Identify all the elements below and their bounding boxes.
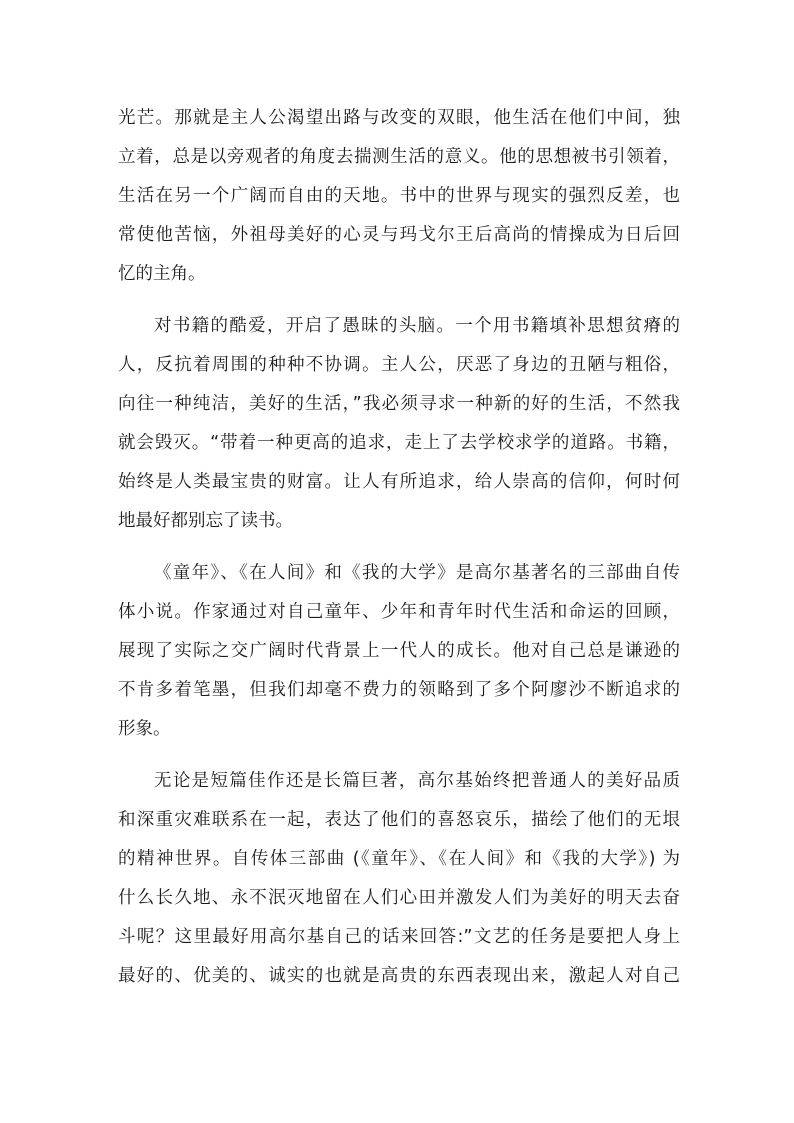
text-line: 生活在另一个广阔而自由的天地。书中的世界与现实的强烈反差，也 [118,186,680,206]
text-line: 不肯多着笔墨，但我们却毫不费力的领略到了多个阿廖沙不断追求的 [118,680,680,700]
text-line: 始终是人类最宝贵的财富。让人有所追求，给人崇高的信仰，何时何 [118,472,680,492]
text-line: 立着，总是以旁观者的角度去揣测生活的意义。他的思想被书引领着， [118,147,680,167]
paragraph [118,307,680,541]
text-line: 的精神世界。自传体三部曲 (《童年》、《在人间》和《我的大学》) 为 [118,849,680,869]
text-line: 地最好都别忘了读书。 [118,511,293,531]
text-line: 形象。 [118,719,171,739]
text-line: 什么长久地、永不泯灭地留在人们心田并激发人们为美好的明天去奋 [118,888,680,908]
paragraph [118,554,680,749]
text-line: 无论是短篇佳作还是长篇巨著，高尔基始终把普通人的美好品质 [154,771,680,791]
text-line: 忆的主角。 [118,264,206,284]
text-line: 《童年》、《在人间》和《我的大学》是高尔基著名的三部曲自传 [154,563,680,583]
text-line: 体小说。作家通过对自己童年、少年和青年时代生活和命运的回顾， [118,602,680,622]
text-line: 向往一种纯洁，美好的生活，”我必须寻求一种新的好的生活，不然我 [118,394,680,414]
text-line: 和深重灾难联系在一起，表达了他们的喜怒哀乐，描绘了他们的无垠 [118,810,680,830]
body-text [118,99,680,1009]
text-line: 对书籍的酷爱，开启了愚昧的头脑。一个用书籍填补思想贫瘠的 [154,316,680,336]
paragraph [118,762,680,996]
text-line: 展现了实际之交广阔时代背景上一代人的成长。他对自己总是谦逊的 [118,641,680,661]
paragraph [118,99,680,294]
text-line: 就会毁灭。“带着一种更高的追求，走上了去学校求学的道路。书籍， [118,433,680,453]
text-line: 常使他苦恼，外祖母美好的心灵与玛戈尔王后高尚的情操成为日后回 [118,225,680,245]
text-line: 最好的、优美的、诚实的也就是高贵的东西表现出来，激起人对自己 [118,966,680,986]
text-line: 人，反抗着周围的种种不协调。主人公，厌恶了身边的丑陋与粗俗， [118,355,680,375]
text-line: 光芒。那就是主人公渴望出路与改变的双眼，他生活在他们中间，独 [118,108,680,128]
text-line: 斗呢？这里最好用高尔基自己的话来回答:”文艺的任务是要把人身上 [118,927,680,947]
